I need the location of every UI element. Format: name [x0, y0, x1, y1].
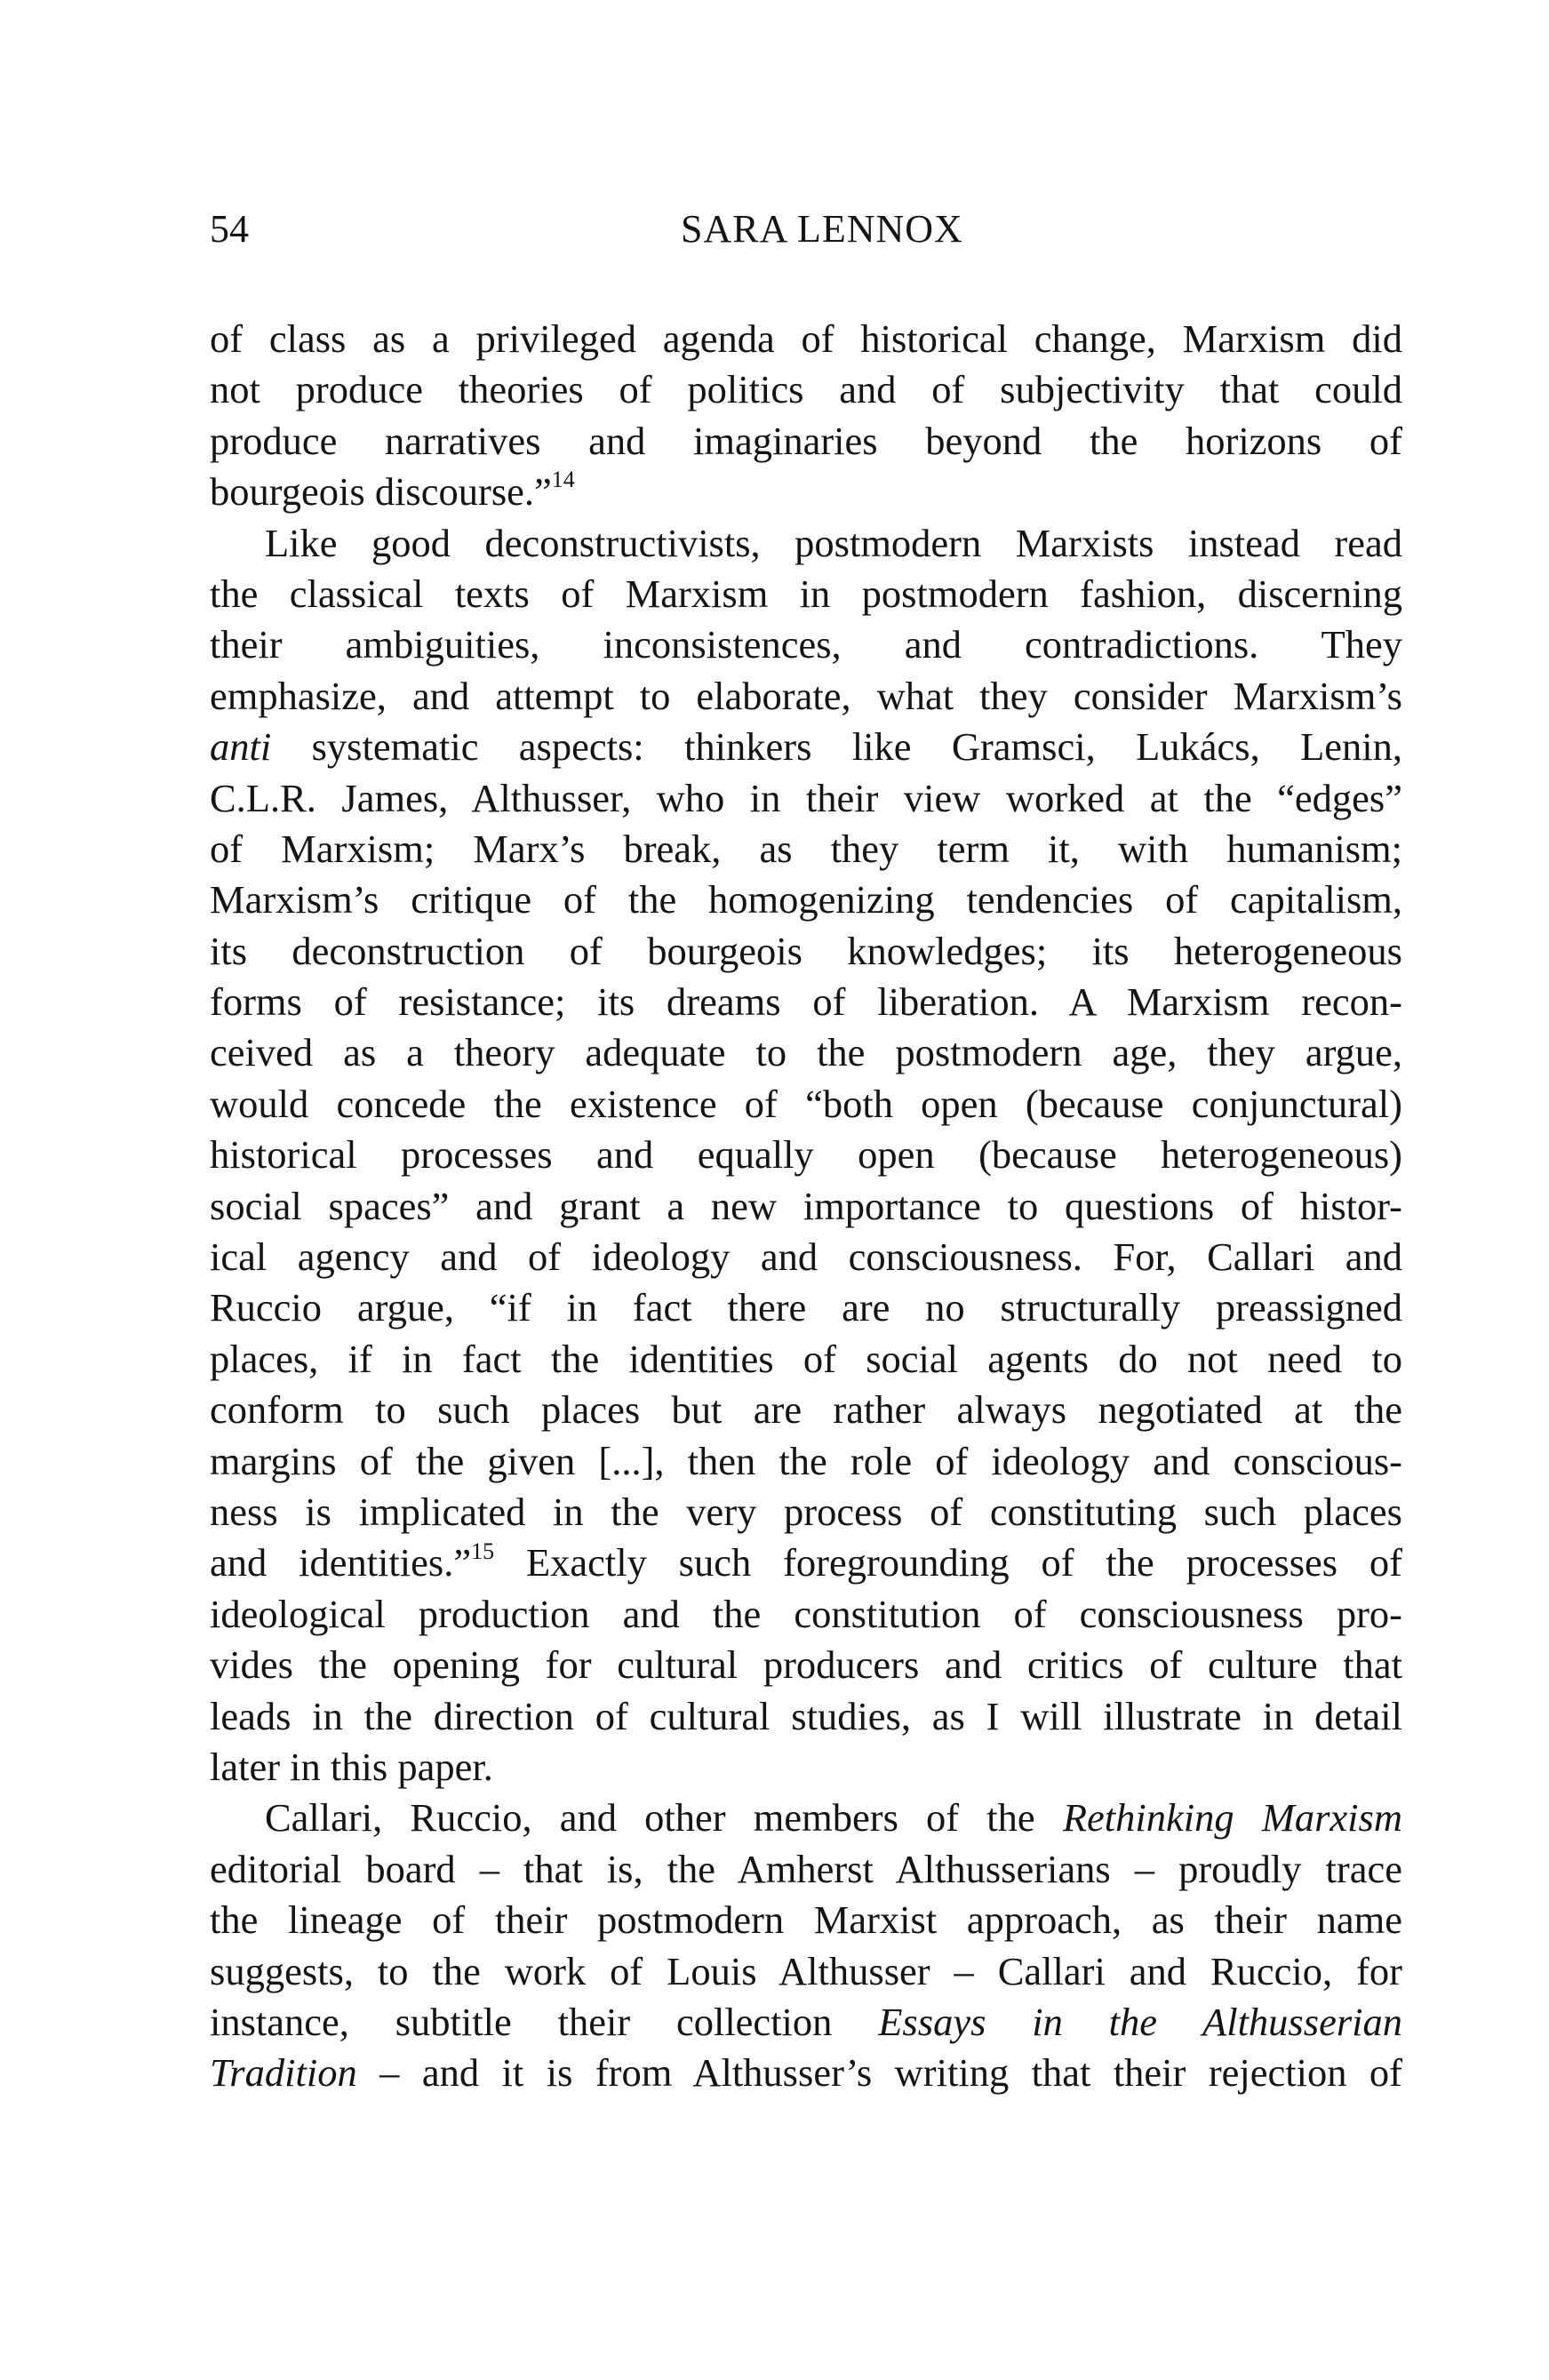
text-line: historical processes and equally open (because heterogeneous) [210, 1132, 1402, 1178]
text-line [210, 467, 1402, 517]
text-line: forms of resistance; its dreams of liberation. A Marxism recon- [210, 979, 1402, 1025]
text-line: emphasize, and attempt to elaborate, what they consider Marxism’s [210, 673, 1402, 718]
text-line [210, 2048, 1402, 2098]
text-line: would concede the existence of “both open (because conjunctural) [210, 1081, 1402, 1126]
page-header [210, 203, 1401, 256]
text-line: of Marxism; Marx’s break, as they term it, with humanism; [210, 826, 1402, 871]
text-line [210, 1793, 1402, 1843]
text-line: later in this paper. [210, 1744, 493, 1789]
text-line: ideological production and the constitution of consciousness pro- [210, 1591, 1402, 1636]
text-line: places, if in fact the identities of social agents do not need to [210, 1336, 1402, 1381]
italic-term: anti [210, 724, 272, 770]
text-line: editorial board – that is, the Amherst Althusserians – proudly trace [210, 1846, 1402, 1891]
text-line: conform to such places but are rather always negotiated at the [210, 1387, 1402, 1433]
text-line: the lineage of their postmodern Marxist approach, as their name [210, 1897, 1402, 1943]
text-line: Like good deconstructivists, postmodern Marxists instead read [265, 520, 1402, 565]
italic-title: Rethinking Marxism [1062, 1795, 1402, 1841]
line-text: Exactly such foregrounding of the processes of [494, 1540, 1402, 1585]
text-line: margins of the given [...], then the role of ideology and conscious- [210, 1438, 1402, 1483]
text-line: leads in the direction of cultural studies, as I will illustrate in detail [210, 1693, 1402, 1738]
italic-title: Essays in the Althusserian [878, 1999, 1403, 2044]
text-line: their ambiguities, inconsistences, and contradictions. They [210, 622, 1402, 667]
line-text: – and it is from Althusser’s writing that their rejection of [356, 2050, 1402, 2096]
text-line: its deconstruction of bourgeois knowledges; its heterogeneous [210, 928, 1402, 973]
text-line: ical agency and of ideology and consciousness. For, Callari and [210, 1234, 1402, 1280]
text-line [210, 722, 1402, 772]
text-line: C.L.R. James, Althusser, who in their view worked at the “edges” [210, 775, 1402, 820]
text-line: social spaces” and grant a new importance to questions of histor- [210, 1183, 1402, 1228]
text-line: the classical texts of Marxism in postmodern fashion, discerning [210, 571, 1402, 616]
footnote-ref: 15 [471, 1537, 495, 1564]
footnote-ref: 14 [551, 467, 575, 493]
line-text: and identities.” [210, 1540, 472, 1585]
text-line: ness is implicated in the very process of constituting such places [210, 1489, 1402, 1534]
running-head: SARA LENNOX [681, 207, 963, 251]
italic-title: Tradition [210, 2050, 357, 2096]
text-line: Ruccio argue, “if in fact there are no structurally preassigned [210, 1285, 1402, 1330]
line-text: instance, subtitle their collection [210, 1999, 879, 2044]
line-text: Callari, Ruccio, and other members of the [265, 1795, 1063, 1841]
text-line [210, 1997, 1402, 2048]
text-line: not produce theories of politics and of subjectivity that could [210, 367, 1402, 412]
line-text: bourgeois discourse.” [210, 469, 552, 515]
text-line: ceived as a theory adequate to the postmodern age, they argue, [210, 1030, 1402, 1075]
text-line [210, 1537, 1402, 1588]
text-line: of class as a privileged agenda of historical change, Marxism did [210, 316, 1402, 361]
body-text [210, 314, 1402, 2099]
text-line: vides the opening for cultural producers and critics of culture that [210, 1642, 1402, 1688]
text-line: Marxism’s critique of the homogenizing tendencies of capitalism, [210, 877, 1402, 922]
line-text: systematic aspects: thinkers like Gramsci, Lukács, Lenin, [271, 724, 1402, 770]
page-number: 54 [210, 207, 249, 251]
text-line: suggests, to the work of Louis Althusser – Callari and Ruccio, for [210, 1948, 1402, 1993]
text-line: produce narratives and imaginaries beyond the horizons of [210, 418, 1402, 463]
